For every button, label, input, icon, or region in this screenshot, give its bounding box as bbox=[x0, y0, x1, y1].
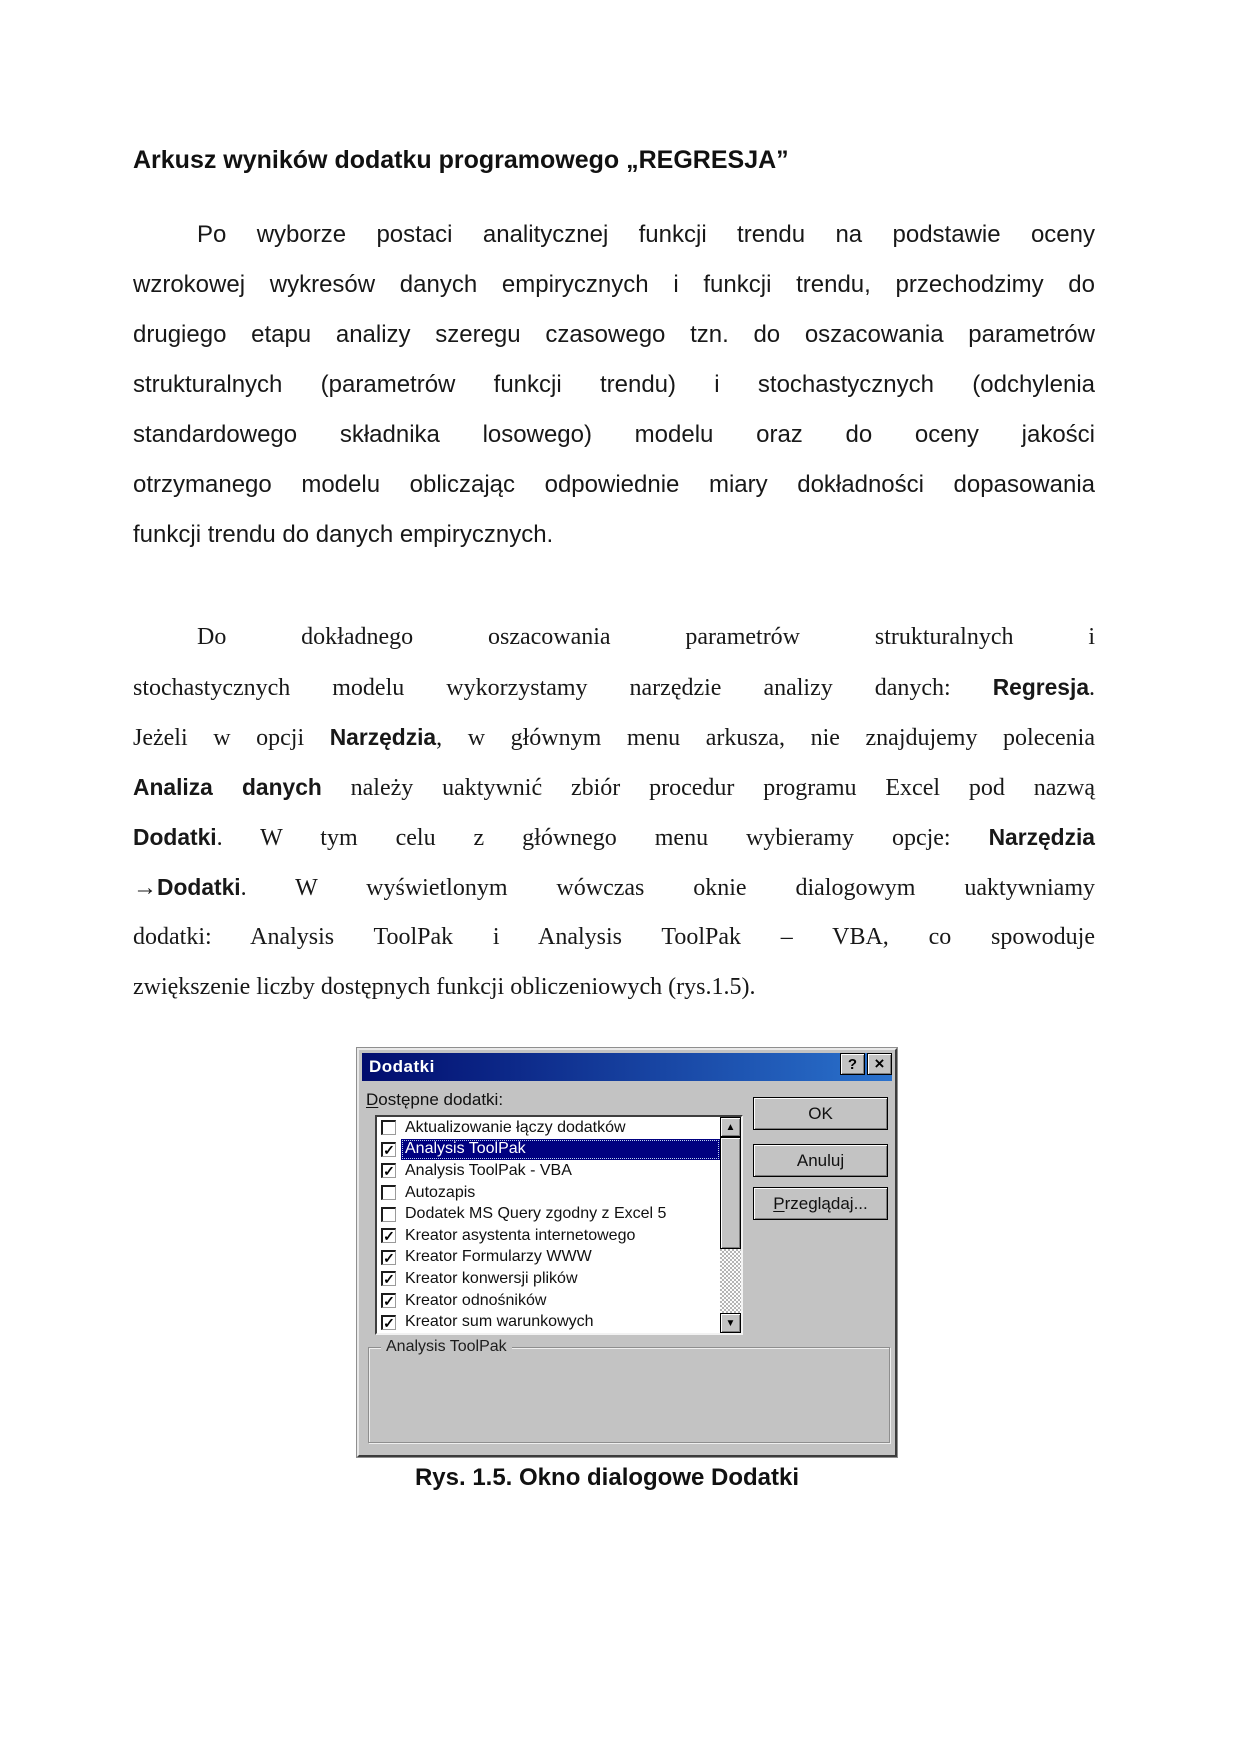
text-line bbox=[133, 210, 1095, 260]
addin-label: Kreator asystenta internetowego bbox=[405, 1226, 636, 1244]
ok-button[interactable]: OK bbox=[753, 1097, 888, 1130]
addin-checkbox[interactable] bbox=[381, 1185, 396, 1200]
text-segment: Jeżeli w opcji bbox=[133, 725, 330, 751]
text-line bbox=[133, 360, 1095, 410]
close-icon[interactable]: × bbox=[867, 1053, 892, 1075]
addin-list-item[interactable] bbox=[377, 1117, 720, 1139]
document-heading: Arkusz wyników dodatku programowego „REGRESJA” bbox=[133, 146, 789, 174]
bold-text-segment: Narzędzia bbox=[329, 724, 437, 750]
addin-checkbox[interactable]: ✓ bbox=[381, 1142, 396, 1157]
help-icon[interactable]: ? bbox=[840, 1053, 865, 1075]
analysis-toolpak-groupbox bbox=[368, 1338, 890, 1443]
scroll-thumb[interactable] bbox=[720, 1137, 741, 1249]
body-paragraph-1 bbox=[133, 210, 1095, 560]
text-segment: dodatki: Analysis ToolPak i Analysis ToolPak – VBA, co spowoduje bbox=[133, 924, 1095, 950]
text-segment: należy uaktywnić zbiór procedur programu Excel pod nazwą bbox=[321, 775, 1095, 801]
addin-list-item[interactable] bbox=[377, 1203, 720, 1225]
text-line bbox=[133, 962, 1095, 1012]
text-segment: otrzymanego modelu obliczając odpowiednie miary dokładności dopasowania bbox=[133, 471, 1095, 498]
dialog-titlebar[interactable] bbox=[362, 1053, 892, 1081]
addin-label: Kreator Formularzy WWW bbox=[405, 1248, 592, 1266]
bold-text-segment: Dodatki bbox=[157, 874, 241, 900]
text-segment: . bbox=[1089, 675, 1095, 701]
dodatki-dialog bbox=[357, 1048, 897, 1457]
addin-list-item[interactable] bbox=[377, 1290, 720, 1312]
bold-text-segment: Regresja bbox=[992, 674, 1089, 700]
addin-label: Kreator konwersji plików bbox=[405, 1269, 578, 1287]
addin-label: Aktualizowanie łączy dodatków bbox=[405, 1118, 626, 1136]
text-line bbox=[133, 812, 1095, 862]
text-line bbox=[133, 762, 1095, 812]
text-segment: standardowego składnika losowego) modelu oraz do oceny jakości bbox=[133, 421, 1095, 448]
addin-list-item[interactable] bbox=[377, 1268, 720, 1290]
text-line bbox=[133, 310, 1095, 360]
addin-checkbox[interactable]: ✓ bbox=[381, 1293, 396, 1308]
text-segment: stochastycznych modelu wykorzystamy narzędzie analizy danych: bbox=[133, 675, 993, 701]
body-paragraph-2 bbox=[133, 612, 1095, 1012]
text-segment: → bbox=[133, 875, 157, 901]
text-segment: Do dokładnego oszacowania parametrów strukturalnych i bbox=[197, 624, 1095, 650]
text-line bbox=[133, 510, 1095, 560]
bold-text-segment: Analiza danych bbox=[133, 774, 322, 800]
titlebar-buttons bbox=[840, 1053, 892, 1075]
addin-list-item[interactable] bbox=[377, 1247, 720, 1269]
addin-list-item[interactable] bbox=[377, 1182, 720, 1204]
dialog-buttons bbox=[753, 1097, 888, 1220]
addin-list-item[interactable] bbox=[377, 1225, 720, 1247]
text-line bbox=[133, 260, 1095, 310]
text-segment: Po wyborze postaci analitycznej funkcji trendu na podstawie oceny bbox=[197, 221, 1095, 248]
text-segment: zwiększenie liczby dostępnych funkcji obliczeniowych (rys.1.5). bbox=[133, 974, 756, 1000]
addin-label: Kreator sum warunkowych bbox=[405, 1313, 594, 1331]
scroll-down-icon[interactable]: ▼ bbox=[720, 1313, 741, 1333]
addin-label: Analysis ToolPak - VBA bbox=[405, 1161, 572, 1179]
dialog-title: Dodatki bbox=[369, 1057, 435, 1076]
scroll-up-icon[interactable]: ▲ bbox=[720, 1117, 741, 1137]
addins-listbox[interactable] bbox=[375, 1115, 743, 1335]
addin-list-item[interactable] bbox=[377, 1139, 720, 1161]
addin-checkbox[interactable]: ✓ bbox=[381, 1163, 396, 1178]
text-segment: . W wyświetlonym wówczas oknie dialogowym uaktywniamy bbox=[240, 875, 1095, 901]
figure-caption: Rys. 1.5. Okno dialogowe Dodatki bbox=[414, 1464, 800, 1491]
bold-text-segment: Dodatki bbox=[133, 824, 217, 850]
text-line bbox=[133, 662, 1095, 712]
text-line bbox=[133, 862, 1095, 912]
addin-label: Autozapis bbox=[405, 1183, 476, 1201]
addin-list-item[interactable] bbox=[377, 1160, 720, 1182]
addins-list-rows bbox=[377, 1117, 720, 1333]
bold-text-segment: Narzędzia bbox=[988, 824, 1095, 850]
text-line bbox=[133, 712, 1095, 762]
text-segment: funkcji trendu do danych empirycznych. bbox=[133, 521, 554, 548]
text-segment: , w głównym menu arkusza, nie znajdujemy polecenia bbox=[436, 725, 1095, 751]
text-segment: wzrokowej wykresów danych empirycznych i funkcji trendu, przechodzimy do bbox=[133, 271, 1095, 298]
text-line bbox=[133, 410, 1095, 460]
addin-list-item[interactable] bbox=[377, 1311, 720, 1333]
addin-checkbox[interactable] bbox=[381, 1207, 396, 1222]
addin-checkbox[interactable]: ✓ bbox=[381, 1250, 396, 1265]
addin-label: Kreator odnośników bbox=[405, 1291, 547, 1309]
addin-label: Dodatek MS Query zgodny z Excel 5 bbox=[405, 1205, 667, 1223]
addin-checkbox[interactable]: ✓ bbox=[381, 1271, 396, 1286]
available-addins-label: Dostępne dodatki: bbox=[366, 1090, 504, 1109]
text-line bbox=[133, 912, 1095, 962]
text-line bbox=[133, 460, 1095, 510]
scrollbar[interactable] bbox=[720, 1117, 741, 1333]
addin-checkbox[interactable]: ✓ bbox=[381, 1315, 396, 1330]
anuluj-button[interactable]: Anuluj bbox=[753, 1144, 888, 1177]
text-segment: strukturalnych (parametrów funkcji trendu) i stochastycznych (odchylenia bbox=[133, 371, 1095, 398]
addin-label: Analysis ToolPak bbox=[405, 1140, 526, 1158]
przegladaj-button[interactable]: P rzeglądaj... bbox=[753, 1187, 888, 1220]
text-segment: . W tym celu z głównego menu wybieramy opcje: bbox=[216, 825, 989, 851]
text-segment: drugiego etapu analizy szeregu czasowego tzn. do oszacowania parametrów bbox=[133, 321, 1095, 348]
text-line bbox=[133, 612, 1095, 662]
addin-checkbox[interactable]: ✓ bbox=[381, 1228, 396, 1243]
addin-checkbox[interactable] bbox=[381, 1120, 396, 1135]
groupbox-label: Analysis ToolPak bbox=[381, 1338, 512, 1356]
